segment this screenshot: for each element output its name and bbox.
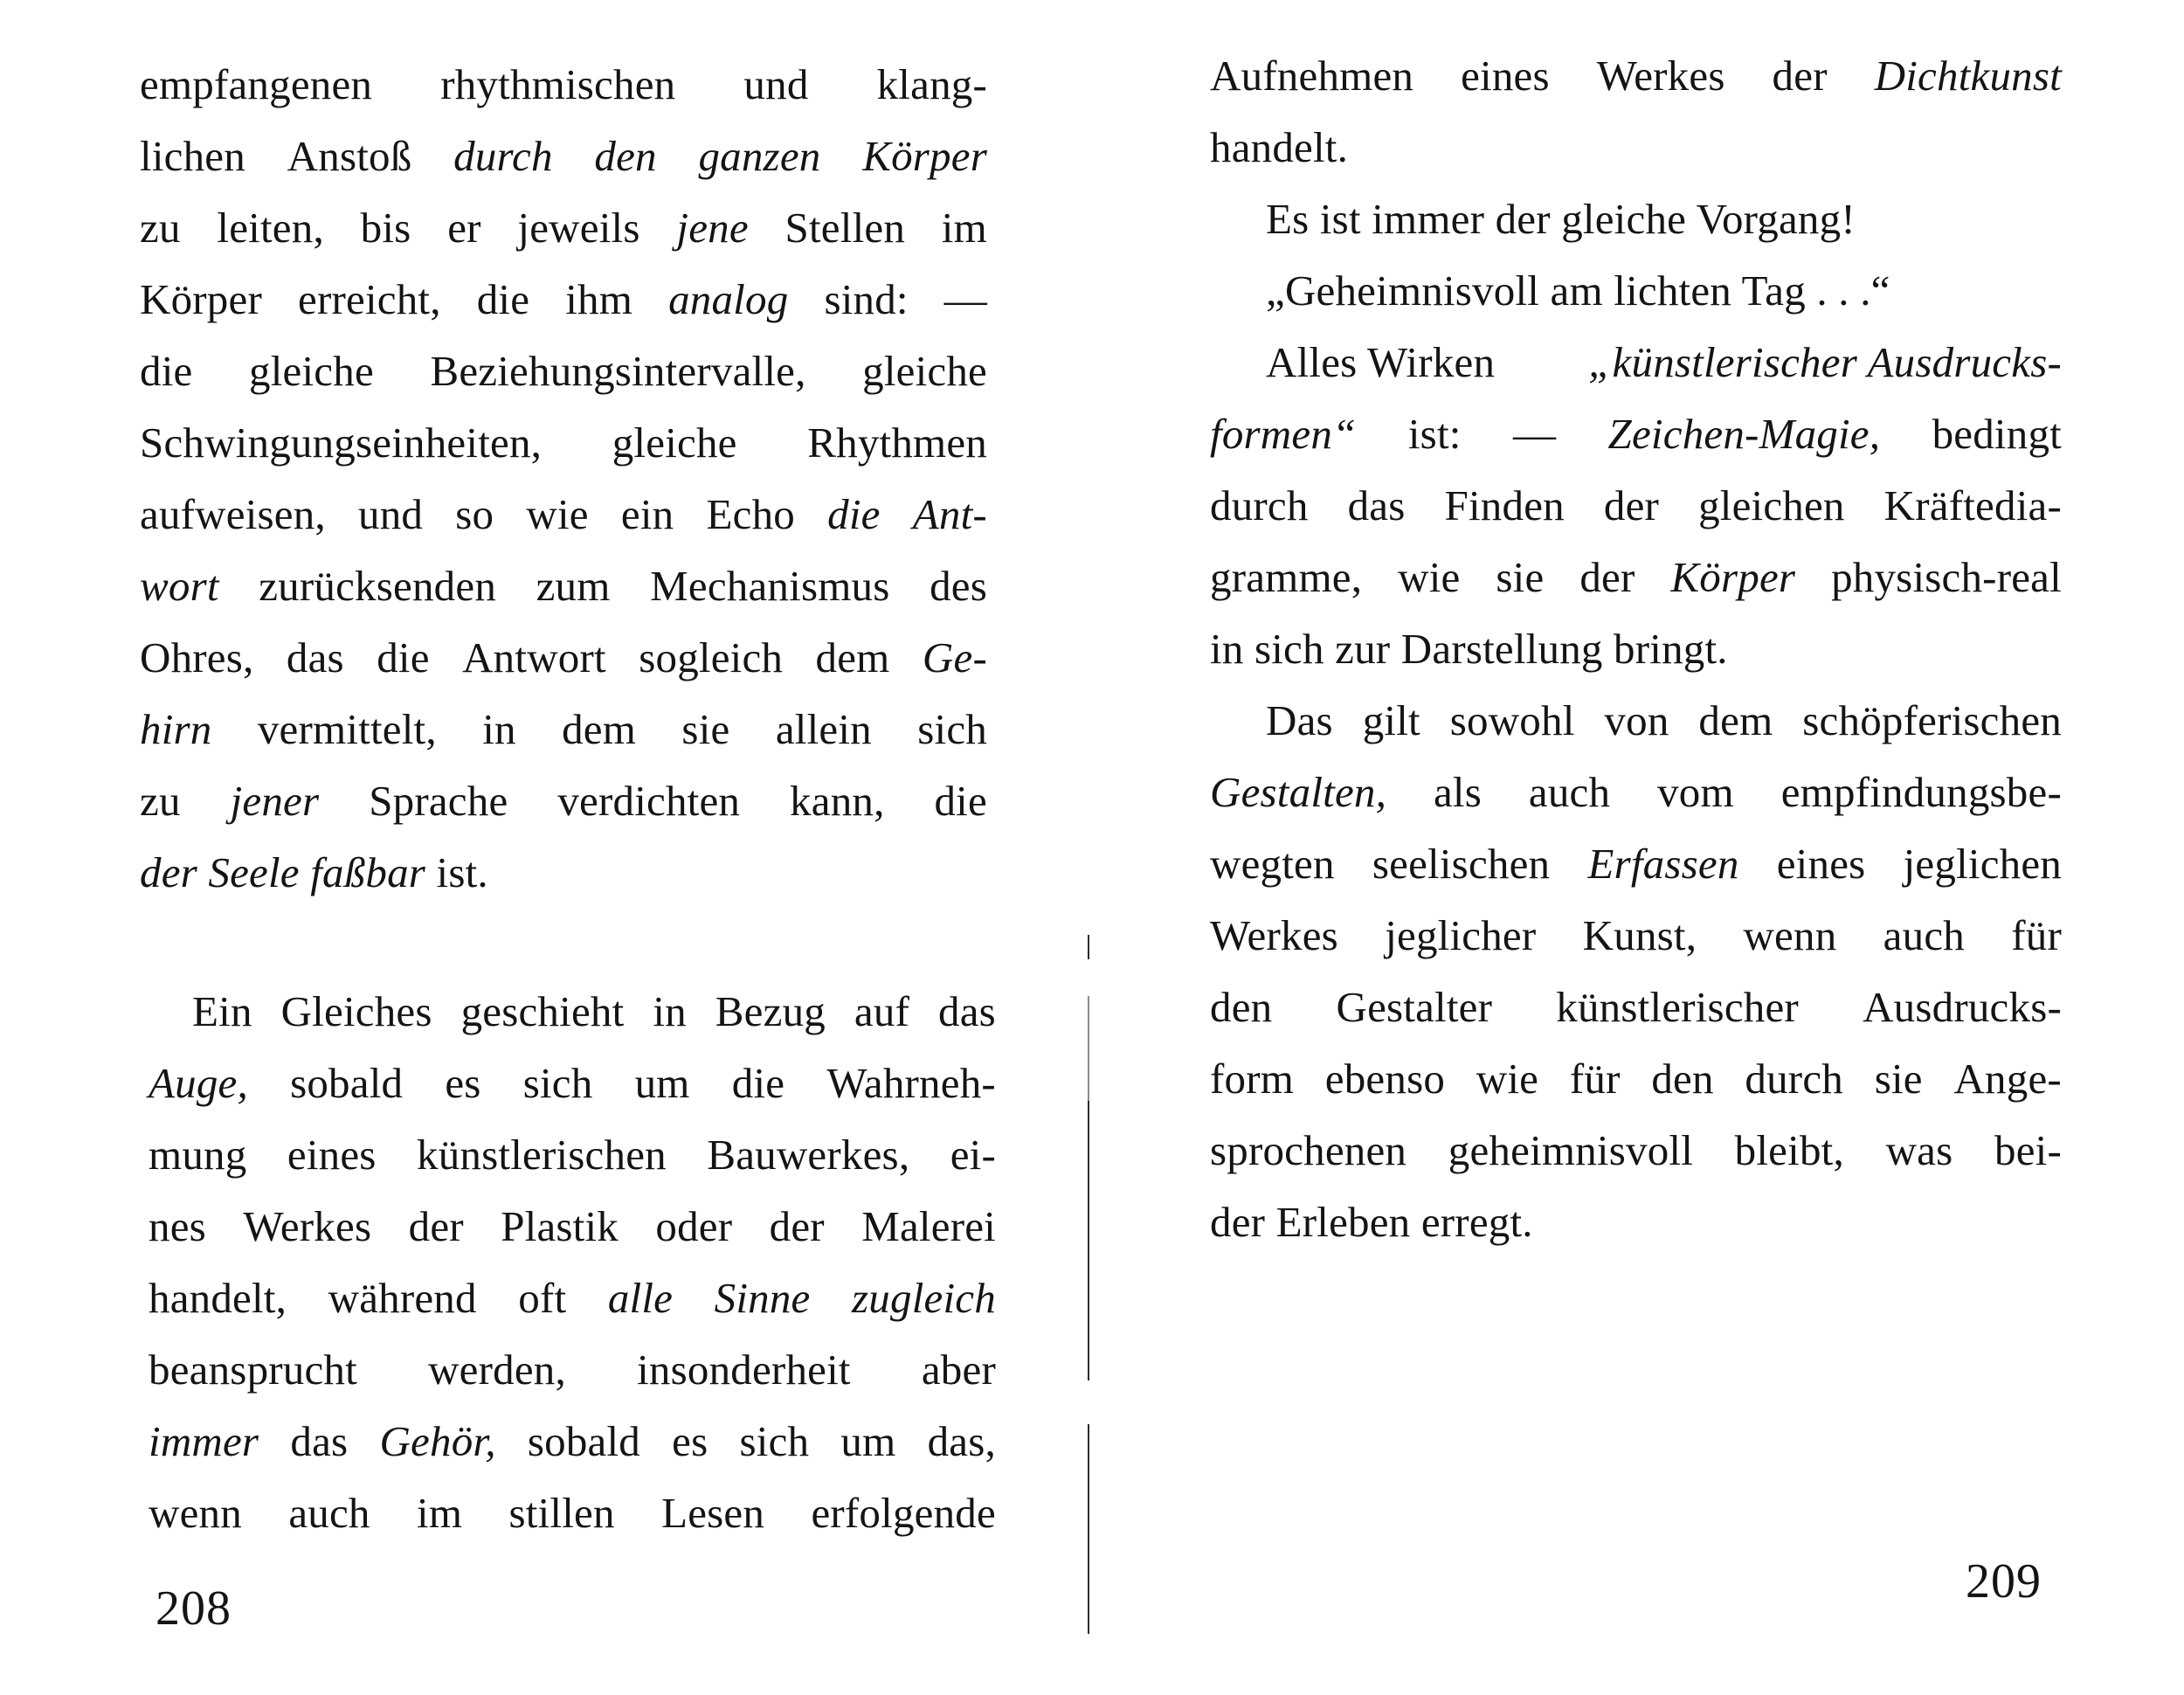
word: allein: [775, 705, 872, 753]
word: gleiche: [1561, 195, 1687, 243]
word: künstlerischen: [417, 1131, 667, 1179]
word: Ge-: [922, 633, 987, 681]
word: wort: [140, 562, 219, 610]
word: bedingt: [1932, 410, 2062, 458]
word: in: [1210, 625, 1244, 673]
word: aufweisen,: [140, 490, 326, 538]
word: Lesen: [661, 1489, 765, 1537]
word: oft: [518, 1274, 567, 1322]
word: sich: [739, 1417, 810, 1465]
word: zugleich: [852, 1274, 996, 1322]
text-line: [1266, 266, 2062, 315]
word: immer: [1372, 195, 1485, 243]
word: der: [140, 848, 197, 896]
word: Gestalter: [1336, 983, 1493, 1031]
word: dem: [562, 705, 637, 753]
word: Erfassen: [1587, 840, 1739, 888]
text-line: [140, 275, 987, 323]
word: und: [743, 60, 809, 108]
word: Werkes: [1210, 911, 1338, 959]
word: der: [408, 1202, 464, 1250]
word: zum: [536, 562, 611, 610]
word: der: [1210, 1198, 1266, 1246]
word: aber: [921, 1346, 996, 1394]
word: Gestalten,: [1210, 768, 1387, 816]
text-line: [1210, 1198, 2062, 1246]
word: gleiche: [862, 347, 987, 395]
word: Es: [1266, 195, 1310, 243]
word: Wahrneh-: [826, 1059, 996, 1107]
left-page: [0, 0, 1083, 1695]
word: Schwingungseinheiten,: [140, 419, 543, 467]
text-line: [1266, 696, 2062, 744]
word: auf: [854, 987, 910, 1035]
text-line: [140, 562, 987, 610]
word: sowohl: [1449, 696, 1575, 744]
word: was: [1885, 1126, 1953, 1174]
word: sobald: [527, 1417, 640, 1465]
word: der: [1772, 52, 1828, 100]
word: ein: [620, 490, 674, 538]
word: sprochenen: [1210, 1126, 1407, 1174]
word: durch: [453, 132, 553, 180]
word: im: [941, 204, 987, 252]
word: ganzen: [698, 132, 821, 180]
word: sich: [522, 1059, 593, 1107]
word: Tag: [1741, 266, 1806, 315]
word: mung: [149, 1131, 247, 1179]
text-line: [1210, 553, 2062, 601]
word: leiten,: [217, 204, 324, 252]
text-line: [1210, 410, 2062, 458]
word: die: [377, 633, 430, 681]
word: Gehör,: [379, 1417, 496, 1465]
word: im: [417, 1489, 463, 1537]
text-line: [1210, 52, 2062, 100]
word: sogleich: [639, 633, 784, 681]
word: ist: [1319, 195, 1361, 243]
word: in: [482, 705, 516, 753]
word: Erleben: [1275, 1198, 1411, 1246]
text-line: [1210, 625, 2062, 673]
text-line: [1210, 1126, 2062, 1174]
word: Aufnehmen: [1210, 52, 1414, 100]
word: wegten: [1210, 840, 1335, 888]
word: geschieht: [460, 987, 625, 1035]
word: formen“: [1210, 410, 1357, 458]
word: Zeichen-Magie,: [1607, 410, 1881, 458]
word: sobald: [290, 1059, 404, 1107]
word: Anstoß: [287, 132, 412, 180]
word: Antwort: [462, 633, 606, 681]
word: der: [1603, 481, 1660, 529]
word: dem: [1698, 696, 1773, 744]
word: der: [1579, 553, 1635, 601]
word: Seele: [208, 848, 300, 896]
text-line: [192, 987, 996, 1035]
word: Bauwerkes,: [707, 1131, 910, 1179]
word: analog: [668, 275, 789, 323]
word: Finden: [1444, 481, 1565, 529]
word: sie: [1874, 1055, 1923, 1103]
word: das: [286, 633, 344, 681]
text-line: [149, 1417, 996, 1465]
word: verdichten: [557, 777, 741, 825]
page-number-left: 208: [156, 1581, 232, 1636]
word: Werkes: [1596, 52, 1725, 100]
word: ist.: [436, 848, 488, 896]
word: jener: [230, 777, 320, 825]
word: erreicht,: [298, 275, 441, 323]
word: ihm: [565, 275, 633, 323]
word: physisch-real: [1831, 553, 2062, 601]
word: rhythmischen: [440, 60, 676, 108]
word: erregt.: [1420, 1198, 1533, 1246]
word: geheimnisvoll: [1448, 1126, 1694, 1174]
text-line: [1266, 338, 2062, 386]
word: es: [672, 1417, 708, 1465]
word: dem: [815, 633, 890, 681]
word: für: [1569, 1055, 1621, 1103]
word: wenn: [149, 1489, 242, 1537]
word: Gleiches: [280, 987, 432, 1035]
word: bis: [360, 204, 411, 252]
word: auch: [1883, 911, 1965, 959]
word: Malerei: [861, 1202, 996, 1250]
word: Dichtkunst: [1874, 52, 2062, 100]
word: Kunst,: [1582, 911, 1697, 959]
word: es: [445, 1059, 481, 1107]
word: Sprache: [369, 777, 508, 825]
word: vom: [1657, 768, 1734, 816]
word: beansprucht: [149, 1346, 357, 1394]
word: jene: [676, 204, 749, 252]
text-line: [140, 777, 987, 825]
word: „Geheimnisvoll: [1266, 266, 1540, 315]
word: Kräftedia-: [1883, 481, 2062, 529]
word: erfolgende: [811, 1489, 996, 1537]
word: lichten: [1614, 266, 1731, 315]
text-line: [1210, 123, 2062, 171]
text-line: [140, 419, 987, 467]
word: gleichen: [1698, 481, 1845, 529]
word: jeweils: [517, 204, 640, 252]
text-line: [1266, 195, 2062, 243]
word: Das: [1266, 696, 1333, 744]
word: insonderheit: [637, 1346, 851, 1394]
word: von: [1604, 696, 1669, 744]
word: —: [943, 275, 987, 323]
word: Auge,: [149, 1059, 248, 1107]
word: die: [140, 347, 193, 395]
text-line: [140, 705, 987, 753]
word: kann,: [790, 777, 885, 825]
word: das,: [927, 1417, 996, 1465]
word: Bezug: [715, 987, 826, 1035]
word: alle: [607, 1274, 674, 1322]
word: Ohres,: [140, 633, 254, 681]
word: Vorgang!: [1696, 195, 1856, 243]
word: zurücksenden: [259, 562, 497, 610]
word: sich: [1254, 625, 1324, 673]
word: wie: [1398, 553, 1461, 601]
word: den: [594, 132, 657, 180]
word: werden,: [428, 1346, 566, 1394]
word: sie: [681, 705, 730, 753]
word: auch: [288, 1489, 370, 1537]
word: schöpferischen: [1802, 696, 2062, 744]
text-line: [1210, 983, 2062, 1031]
word: die: [476, 275, 530, 323]
word: das: [938, 987, 996, 1035]
word: Darstellung: [1400, 625, 1603, 673]
text-line: [149, 1202, 996, 1250]
word: das: [290, 1417, 349, 1465]
word: den: [1210, 983, 1273, 1031]
word: —: [1512, 410, 1557, 458]
word: handelt,: [149, 1274, 287, 1322]
word: eines: [1776, 840, 1866, 888]
word: Körper: [140, 275, 262, 323]
word: wie: [526, 490, 589, 538]
word: ei-: [950, 1131, 996, 1179]
word: Alles Wirken: [1266, 338, 1496, 386]
word: jeglicher: [1385, 911, 1537, 959]
word: seelischen: [1372, 840, 1551, 888]
word: auch: [1528, 768, 1611, 816]
word: stillen: [508, 1489, 615, 1537]
page-number-right: 209: [1966, 1554, 2042, 1609]
word: so: [455, 490, 494, 538]
word: Ausdrucks-: [1863, 983, 2062, 1031]
word: während: [328, 1274, 477, 1322]
word: sich: [917, 705, 987, 753]
text-line: [140, 204, 987, 252]
word: Sinne: [714, 1274, 811, 1322]
text-line: [149, 1489, 996, 1537]
word: nes: [149, 1202, 206, 1250]
word: Werkes: [243, 1202, 372, 1250]
word: Ange-: [1953, 1055, 2062, 1103]
word: zu: [140, 204, 181, 252]
word: der: [769, 1202, 825, 1250]
word: gilt: [1362, 696, 1420, 744]
word: jeglichen: [1903, 840, 2062, 888]
text-line: [149, 1059, 996, 1107]
word: durch: [1745, 1055, 1843, 1103]
text-line: [1210, 911, 2062, 959]
text-line: [140, 132, 987, 180]
text-line: [149, 1346, 996, 1394]
word: und: [358, 490, 424, 538]
text-line: [140, 60, 987, 108]
word: immer: [149, 1417, 259, 1465]
word: des: [930, 562, 987, 610]
word: Ein: [192, 987, 252, 1035]
word: oder: [655, 1202, 733, 1250]
word: faßbar: [310, 848, 426, 896]
word: gleiche: [249, 347, 374, 395]
word: Mechanismus: [650, 562, 890, 610]
word: die: [934, 777, 987, 825]
word: lichen: [140, 132, 245, 180]
word: sie: [1496, 553, 1545, 601]
word: er: [447, 204, 481, 252]
word: für: [2011, 911, 2062, 959]
word: um: [634, 1059, 690, 1107]
word: am: [1550, 266, 1603, 315]
word: handelt.: [1210, 123, 1349, 171]
word: bringt.: [1614, 625, 1728, 673]
word: gramme,: [1210, 553, 1363, 601]
word: bleibt,: [1734, 1126, 1844, 1174]
word: form: [1210, 1055, 1295, 1103]
word: ist:: [1407, 410, 1462, 458]
word: sind:: [824, 275, 909, 323]
word: wie: [1476, 1055, 1539, 1103]
text-line: [149, 1131, 996, 1179]
word: gleiche: [612, 419, 737, 467]
word: Stellen: [784, 204, 906, 252]
word: zu: [140, 777, 181, 825]
word: als: [1433, 768, 1482, 816]
word: bei-: [1994, 1126, 2062, 1174]
word: empfangenen: [140, 60, 373, 108]
word: vermittelt,: [257, 705, 437, 753]
word: „künstlerischer Ausdrucks-: [1588, 338, 2062, 386]
word: klang-: [876, 60, 987, 108]
text-line: [1210, 840, 2062, 888]
text-line: [1210, 481, 2062, 529]
word: der: [1495, 195, 1551, 243]
word: Plastik: [501, 1202, 619, 1250]
word: die: [827, 490, 881, 538]
word: eines: [1461, 52, 1550, 100]
text-line: [140, 490, 987, 538]
word: das: [1347, 481, 1406, 529]
word: . . .“: [1816, 266, 1890, 315]
word: um: [840, 1417, 896, 1465]
word: eines: [287, 1131, 377, 1179]
text-line: [140, 347, 987, 395]
word: zur: [1335, 625, 1391, 673]
word: durch: [1210, 481, 1309, 529]
word: ebenso: [1324, 1055, 1446, 1103]
word: Echo: [706, 490, 795, 538]
word: Ant-: [912, 490, 987, 538]
word: hirn: [140, 705, 212, 753]
text-line: [1210, 768, 2062, 816]
word: die: [731, 1059, 785, 1107]
right-page: [1083, 0, 2184, 1695]
word: Rhythmen: [807, 419, 987, 467]
text-line: [140, 848, 987, 896]
text-line: [140, 633, 987, 681]
word: Körper: [862, 132, 987, 180]
text-line: [149, 1274, 996, 1322]
word: künstlerischer: [1556, 983, 1799, 1031]
word: Beziehungsintervalle,: [430, 347, 806, 395]
word: in: [653, 987, 687, 1035]
word: wenn: [1743, 911, 1837, 959]
word: den: [1651, 1055, 1714, 1103]
word: empfindungsbe-: [1780, 768, 2062, 816]
word: Körper: [1670, 553, 1796, 601]
text-line: [1210, 1055, 2062, 1103]
